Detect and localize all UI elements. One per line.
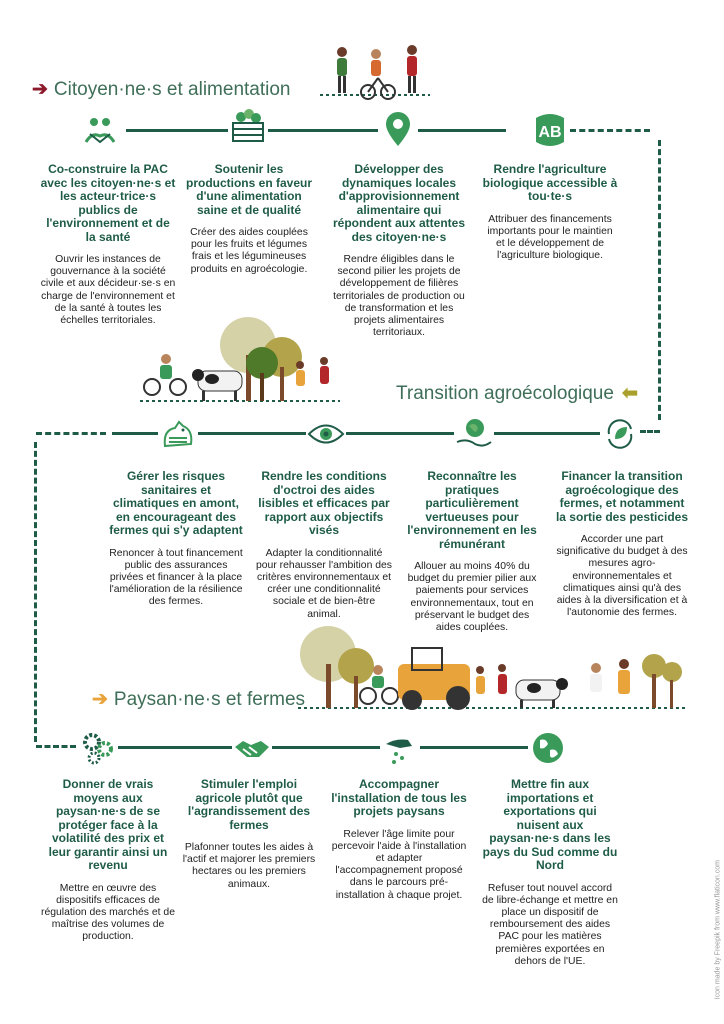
item-text: Ouvrir les instances de gouvernance à la société civile et aux décideur·se·s en charge de l'environnement et de la santé à toutes les échelles territoriales. (40, 254, 176, 327)
item-title: Gérer les risques sanitaires et climatiques en amont, en encourageant des fermes qui s'y adaptent (109, 469, 243, 537)
item-title: Soutenir les productions en faveur d'une alimentation saine et de qualité (185, 162, 313, 217)
item-title: Accompagner l'installation de tous les projets paysans (331, 777, 467, 818)
ab-organic-icon (530, 110, 570, 150)
item-title: Rendre les conditions d'octroi des aides lisibles et efficaces par rapport aux objectifs visés (258, 469, 390, 537)
item-text: Relever l'âge limite pour percevoir l'aide à l'installation et adapter l'accompagnement proposé dans le parcours pré-installation à chaque projet. (331, 828, 467, 901)
arrow-left-icon: ⬅ (621, 383, 638, 404)
section-title-citoyens (32, 78, 291, 101)
timeline-right-dash (658, 140, 661, 420)
globe-icon (528, 728, 568, 768)
item-text: Accorder une part significative du budget à des mesures agro-environnementales et climatiques ainsi qu'à des aides à la diversification et à l'autonomie des fermes. (556, 534, 688, 619)
item-title: Mettre fin aux importations et exportations qui nuisent aux paysan·ne·s dans les pays du Sud comme du Nord (482, 777, 618, 872)
section-title-transition (396, 382, 644, 405)
item-bio (482, 163, 618, 262)
handshake-community-icon (80, 112, 120, 152)
item-text: Mettre en œuvre des dispositifs efficaces de régulation des marchés et de maîtrise des volumes de production. (40, 882, 175, 943)
timeline-row2-dash-right (640, 430, 660, 433)
item-title: Rendre l'agriculture biologique accessible à tou·te·s (482, 162, 618, 203)
item-gerer (108, 470, 244, 609)
item-title: Reconnaître les pratiques particulièrement vertueuses pour l'environnement en les rémunérant (407, 469, 537, 551)
item-conditions (256, 470, 392, 621)
timeline-row2-dash-left (36, 432, 106, 435)
farm-illustration-lower (298, 624, 688, 714)
item-text: Refuser tout nouvel accord de libre-échange et mettre en place un dispositif de remboursement des aides PAC pour les matières premières exportées en dehors de l'UE. (482, 882, 618, 967)
people-illustration-top (320, 40, 430, 100)
icon-credit: Icon made by Freepik from www.flaticon.com (714, 860, 721, 1000)
item-title: Co-construire la PAC avec les citoyen·ne·s et les acteur·trice·s publics de l'environnement et de la santé (40, 162, 176, 244)
item-accompagner (331, 778, 467, 902)
item-text: Attribuer des financements importants pour le maintien et le développement de l'agriculture biologique. (487, 213, 613, 262)
section-title-citoyens-text: Citoyen·ne·s et alimentation (53, 79, 291, 100)
section-title-paysans-text: Paysan·ne·s et fermes (113, 689, 306, 710)
location-pin-icon (378, 110, 418, 150)
item-title: Financer la transition agroécologique des fermes, et notamment la sortie des pesticides (555, 469, 689, 524)
item-text: Allouer au moins 40% du budget du premier pilier aux paiements pour services environnementaux, tout en préservant le budget des aides couplées. (407, 561, 537, 634)
item-coconstruire (40, 163, 176, 327)
gears-icon (78, 728, 118, 768)
svg-text:AB: AB (538, 124, 562, 141)
item-text: Renoncer à tout financement public des assurances privées et financer à la place l'amélioration de la résilience des fermes. (109, 547, 243, 608)
item-title: Développer des dynamiques locales d'approvisionnement alimentaire qui répondent aux attentes des citoyen·ne·s (332, 162, 466, 244)
timeline-row1-dash (570, 129, 650, 132)
hen-icon (158, 414, 198, 454)
item-stimuler (181, 778, 317, 891)
vegetable-crate-icon (228, 106, 268, 146)
timeline-left-dash (34, 442, 37, 742)
timeline-row3-dash (36, 745, 76, 748)
section-title-paysans (92, 688, 305, 711)
section-title-transition-text: Transition agroécologique (396, 383, 614, 404)
earth-in-hand-icon (454, 414, 494, 454)
item-title: Stimuler l'emploi agricole plutôt que l'agrandissement des fermes (187, 777, 311, 832)
item-title: Donner de vrais moyens aux paysan·ne·s de se protéger face à la volatilité des prix et leur garantir ainsi un revenu (48, 777, 168, 872)
item-donner (40, 778, 176, 944)
timeline-row1 (126, 129, 506, 132)
item-text: Créer des aides couplées pour les fruits et légumes frais et les légumineuses produits en agroécologie. (190, 227, 308, 275)
item-developper (331, 163, 467, 339)
item-soutenir (181, 163, 317, 276)
item-text: Plafonner toutes les aides à l'actif et majorer les premiers hectares ou les premiers animaux. (182, 842, 316, 890)
eye-icon (306, 414, 346, 454)
item-reconnaitre (404, 470, 540, 634)
recycle-leaf-icon (600, 414, 640, 454)
arrow-icon: ➔ (92, 689, 108, 710)
sowing-hand-icon (380, 728, 420, 768)
arrow-icon: ➔ (32, 79, 48, 100)
handshake-icon (232, 728, 272, 768)
item-financer (554, 470, 690, 619)
item-text: Rendre éligibles dans le second pilier les projets de développement de filières territoriales de production ou de transformation et les projets alimentaires territoriaux. (333, 254, 465, 339)
farm-illustration-middle (140, 315, 340, 405)
item-text: Adapter la conditionnalité pour rehausser l'ambition des critères environnementaux et créer une conditionnalité sociale et de bien-être animal. (256, 547, 392, 620)
item-mettre-fin (482, 778, 618, 968)
timeline-row3 (110, 746, 540, 749)
